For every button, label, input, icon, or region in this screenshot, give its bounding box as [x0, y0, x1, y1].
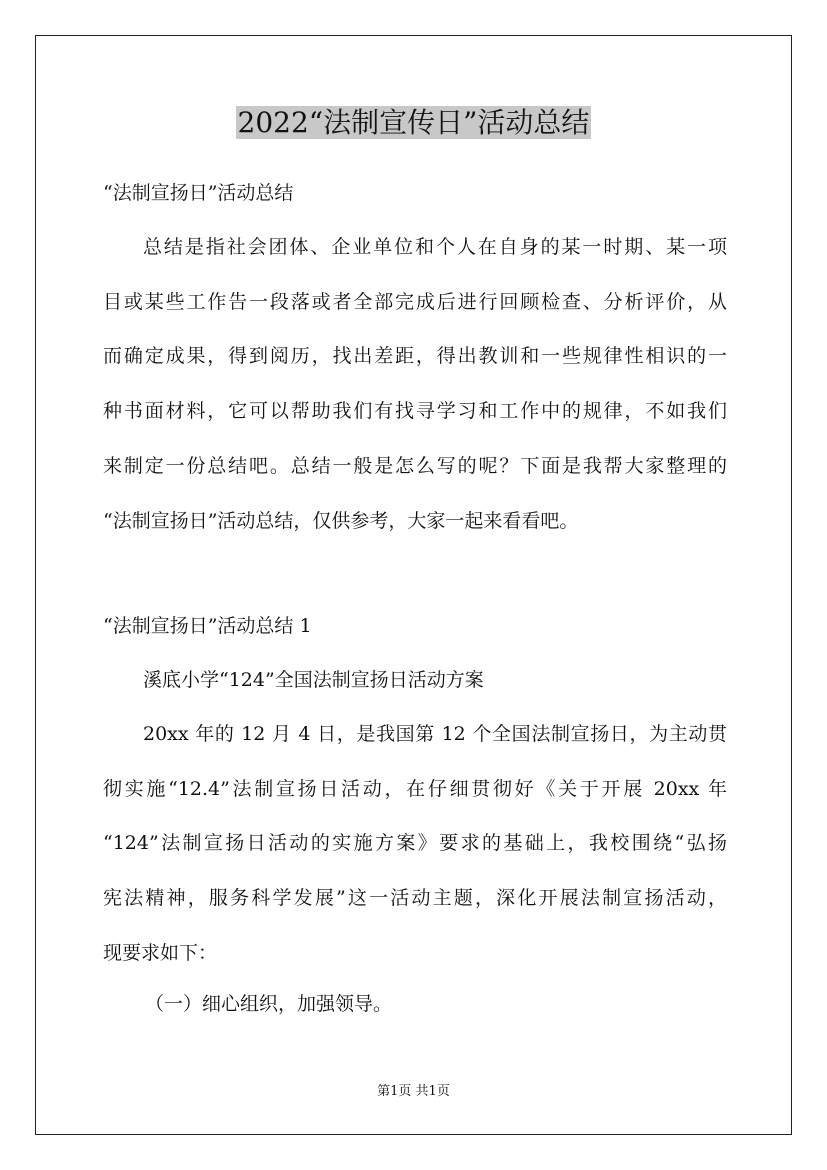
intro-line: 种书面材料，它可以帮助我们有找寻学习和工作中的规律，不如我们: [103, 400, 727, 423]
body-line: 彻实施“12.4”法制宣扬日活动，在仔细贯彻好《关于开展 20xx 年: [103, 777, 727, 800]
body-paragraph: [103, 707, 727, 981]
document-title: [0, 101, 827, 145]
intro-line: 而确定成果，得到阅历，找出差距，得出教训和一些规律性相识的一: [103, 345, 727, 368]
intro-line: 来制定一份总结吧。总结一般是怎么写的呢？下面是我帮大家整理的: [103, 454, 727, 477]
page-footer: 第1页 共1页: [377, 1084, 450, 1099]
plan-title: 溪底小学“124”全国法制宣扬日活动方案: [143, 669, 484, 691]
subtitle: “法制宣扬日”活动总结: [103, 182, 294, 204]
list-item: （一）细心组织，加强领导。: [145, 993, 393, 1015]
intro-paragraph: [103, 220, 727, 548]
section-heading: “法制宣扬日”活动总结 1: [103, 615, 312, 637]
body-line: 现要求如下：: [103, 941, 218, 964]
body-line: 宪法精神，服务科学发展”这一活动主题，深化开展法制宣扬活动，: [103, 887, 727, 910]
intro-line: “法制宣扬日”活动总结，仅供参考，大家一起来看看吧。: [103, 509, 579, 532]
intro-line: 目或某些工作告一段落或者全部完成后进行回顾检查、分析评价，从: [103, 290, 727, 313]
document-title-text: 2022“法制宣传日”活动总结: [237, 106, 590, 139]
body-line: “124”法制宣扬日活动的实施方案》要求的基础上，我校围绕“弘扬: [103, 832, 727, 855]
body-line: 20xx 年的 12 月 4 日，是我国第 12 个全国法制宣扬日，为主动贯: [143, 723, 727, 745]
intro-line: 总结是指社会团体、企业单位和个人在自身的某一时期、某一项: [143, 236, 727, 258]
